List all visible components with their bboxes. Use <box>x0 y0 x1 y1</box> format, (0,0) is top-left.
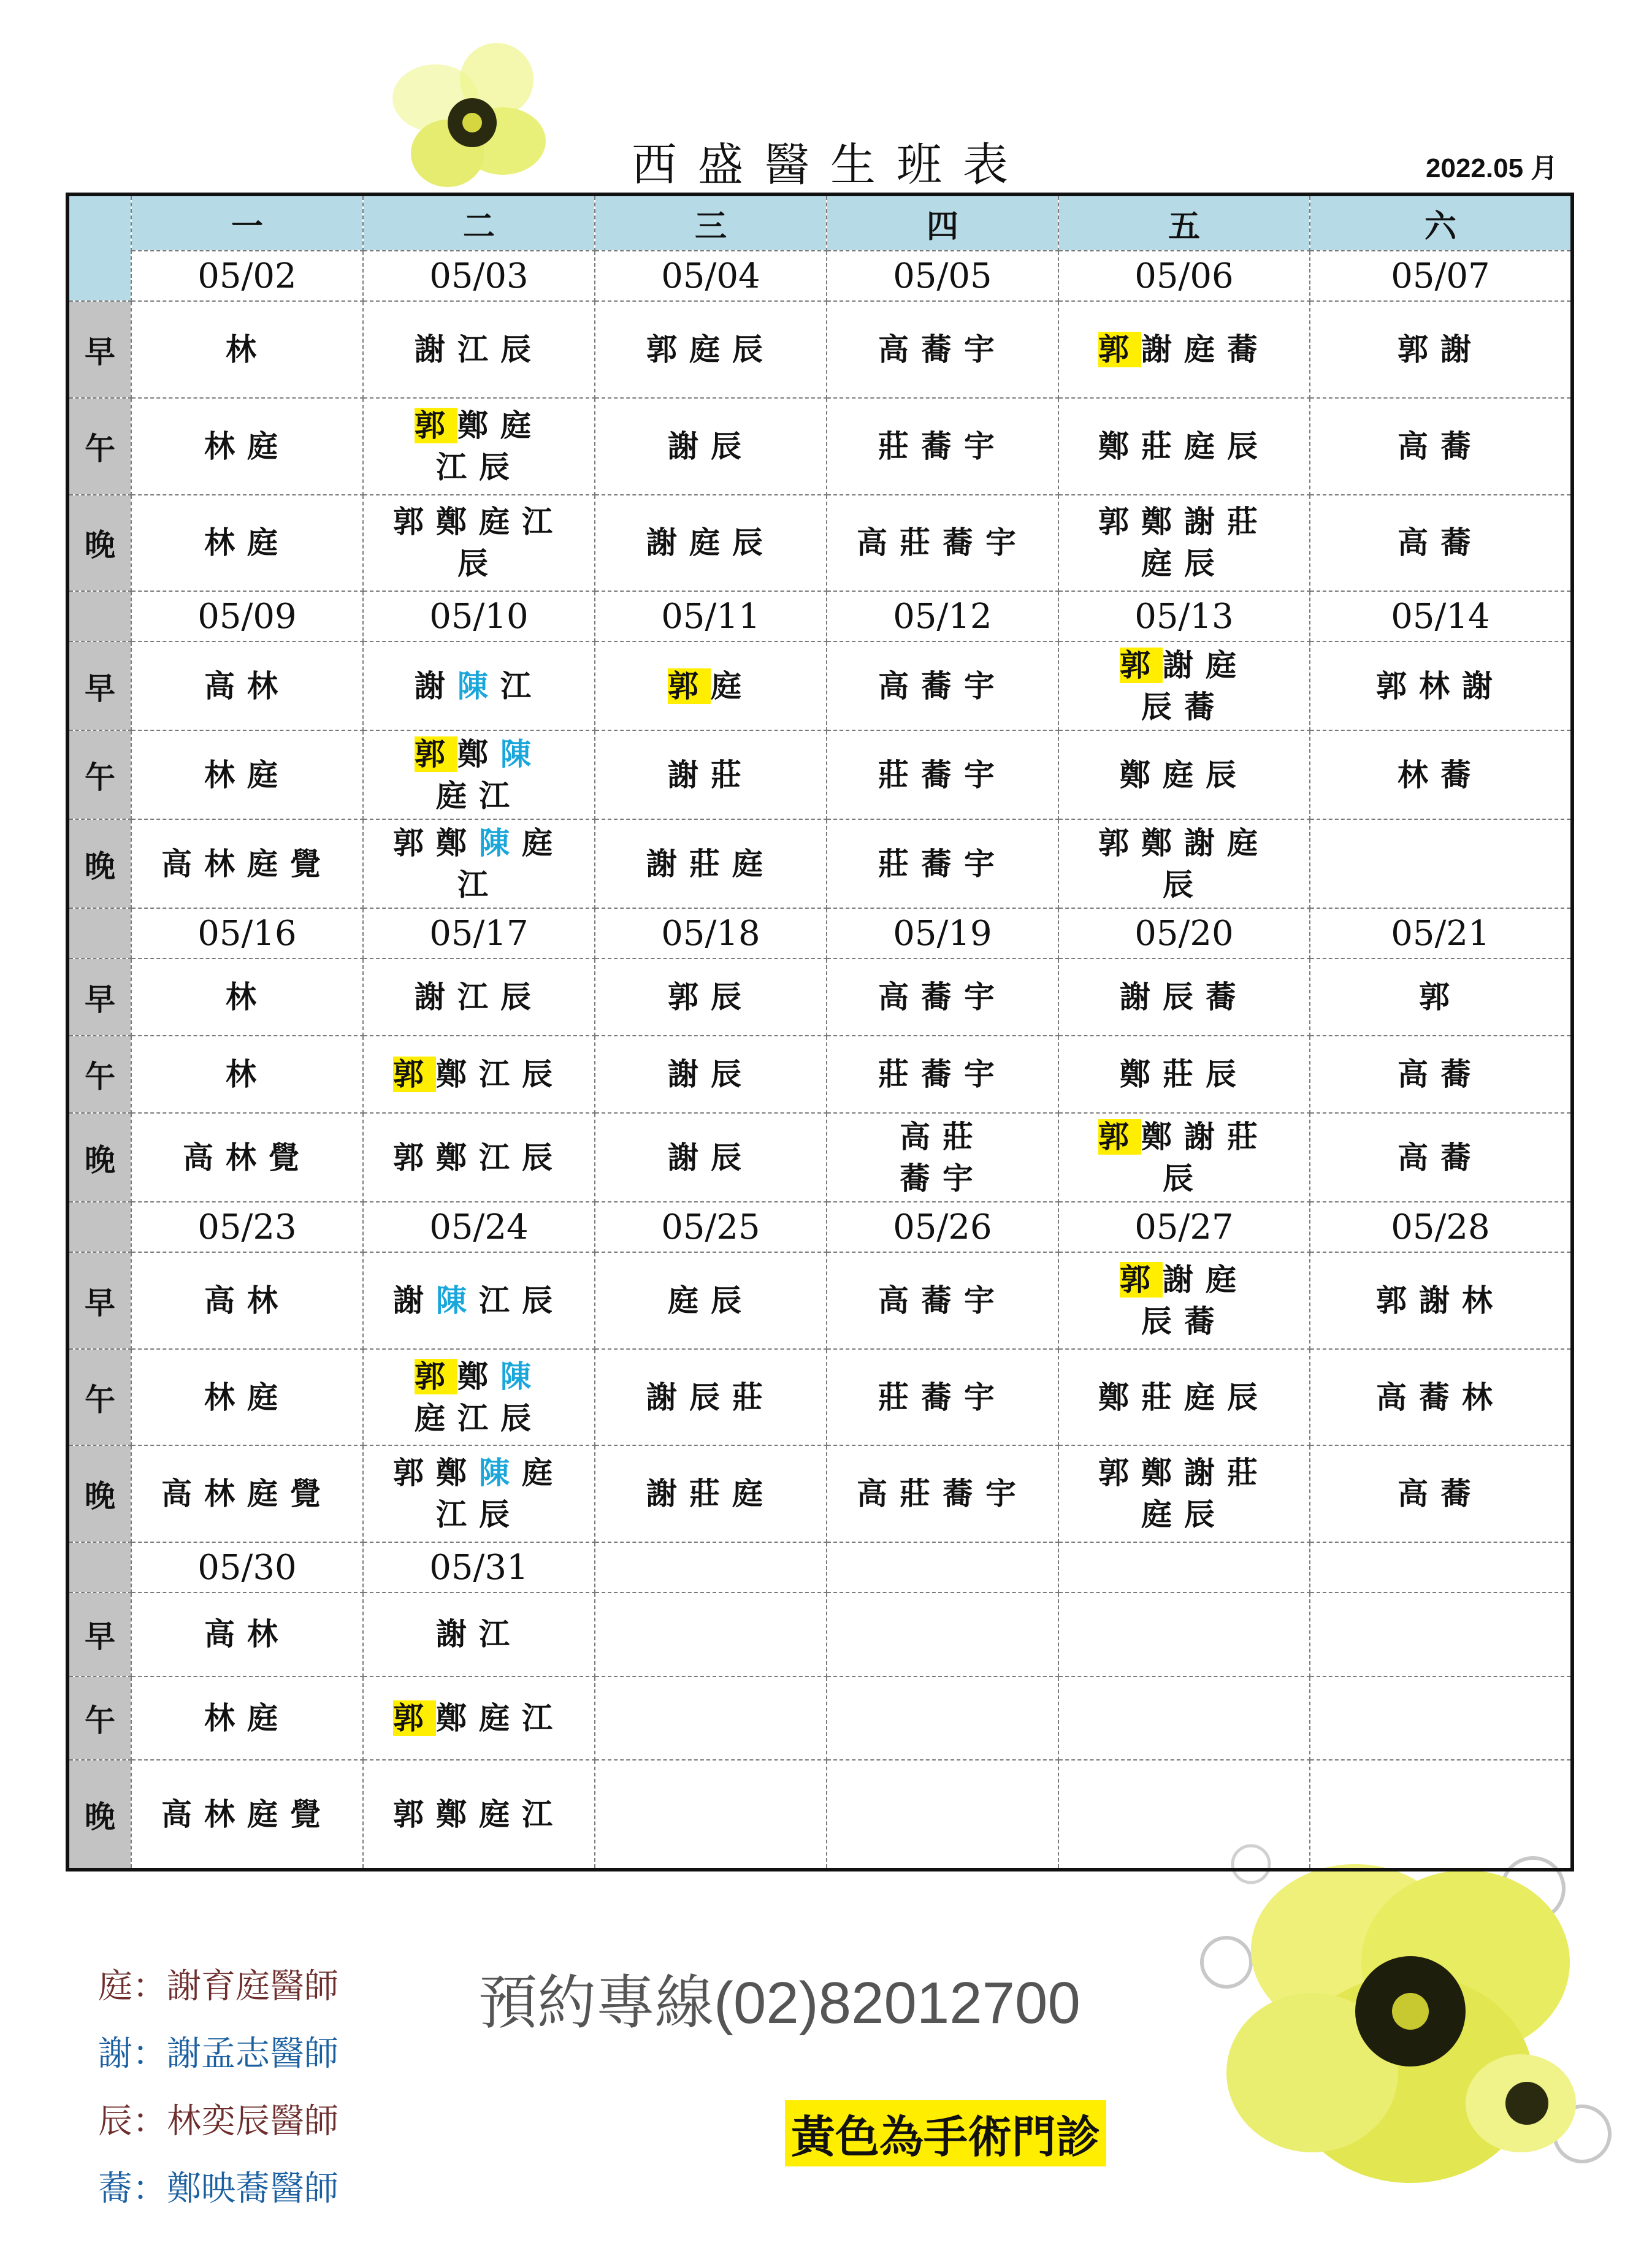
doctor-code: 謝辰 <box>668 1057 754 1093</box>
doctor-slot <box>131 1760 363 1870</box>
period-label: 早 <box>67 301 131 398</box>
doctor-slot <box>1058 1036 1310 1113</box>
doctor-code: 高林庭覺 <box>161 1796 333 1832</box>
doctor-code: 郭鄭謝莊 <box>1098 504 1270 540</box>
doctor-code: 林蕎 <box>1398 757 1483 793</box>
legend-key: 蕎 <box>98 2169 132 2209</box>
period-row <box>67 1676 1572 1761</box>
doctor-code: 莊蕎宇 <box>878 1379 1007 1415</box>
doctor-code: 高林 <box>204 668 290 704</box>
doctor-slot <box>131 1113 363 1202</box>
doctor-code: 庭江辰 <box>415 1400 543 1436</box>
doctor-slot <box>131 730 363 819</box>
period-row <box>67 1445 1572 1542</box>
doctor-slot <box>595 819 827 908</box>
doctor-slot <box>131 1036 363 1113</box>
date-row-label <box>67 908 131 958</box>
date-cell: 05/09 <box>131 591 363 641</box>
doctor-code: 庭江 <box>436 778 522 814</box>
surgery-doctor: 郭 <box>1098 1118 1141 1155</box>
surgery-note: 黃色為手術門診 <box>785 2100 1106 2166</box>
doctor-slot <box>827 1349 1058 1446</box>
doctor-code: 高莊蕎宇 <box>857 525 1028 561</box>
doctor-code: 鄭謝莊 <box>1141 1118 1270 1155</box>
doctor-code: 莊蕎宇 <box>878 757 1007 793</box>
doctor-slot <box>827 641 1058 730</box>
legend-item <box>98 2162 338 2211</box>
doctor-code: 庭 <box>711 668 754 704</box>
surgery-doctor: 郭 <box>393 1057 436 1093</box>
doctor-code: 郭鄭謝莊 <box>1098 1455 1270 1491</box>
doctor-code: 辰蕎 <box>1141 1304 1227 1340</box>
date-cell: 05/24 <box>363 1202 595 1252</box>
date-cell: 05/11 <box>595 591 827 641</box>
period-label: 午 <box>67 1036 131 1113</box>
period-label: 晚 <box>67 819 131 908</box>
period-row <box>67 1036 1572 1113</box>
schedule-body <box>67 194 1572 1870</box>
doctor-code: 蕎宇 <box>900 1160 985 1196</box>
doctor-slot <box>595 1676 827 1761</box>
doctor-code: 高蕎林 <box>1376 1379 1505 1415</box>
doctor-code: 高蕎宇 <box>878 332 1007 368</box>
surgery-doctor: 郭 <box>668 668 711 704</box>
doctor-slot <box>1310 1676 1572 1761</box>
doctor-slot <box>131 1349 363 1446</box>
doctor-slot <box>827 819 1058 908</box>
date-cell: 05/10 <box>363 591 595 641</box>
doctor-slot <box>595 1113 827 1202</box>
weekday-header: 四 <box>827 194 1058 251</box>
doctor-slot <box>131 1252 363 1349</box>
doctor-slot <box>595 1592 827 1676</box>
doctor-slot <box>1058 1349 1310 1446</box>
doctor-code: 郭鄭庭江 <box>393 504 565 540</box>
doctor-code: 謝江辰 <box>415 332 543 368</box>
date-row-label <box>67 1202 131 1252</box>
doctor-code: 庭辰 <box>1141 546 1227 582</box>
doctor-slot <box>595 730 827 819</box>
doctor-slot <box>131 641 363 730</box>
doctor-code: 高蕎 <box>1398 1057 1483 1093</box>
doctor-code: 鄭庭辰 <box>1120 757 1249 793</box>
doctor-code: 高蕎宇 <box>878 979 1007 1015</box>
period-row <box>67 398 1572 495</box>
doctor-slot <box>363 1760 595 1870</box>
doctor-slot <box>1058 958 1310 1036</box>
weekday-header: 一 <box>131 194 363 251</box>
doctor-slot <box>363 641 595 730</box>
doctor-slot <box>1310 1252 1572 1349</box>
doctor-code: 謝庭辰 <box>646 525 775 561</box>
period-label: 晚 <box>67 495 131 592</box>
date-cell: 05/07 <box>1310 251 1572 301</box>
period-label: 午 <box>67 1349 131 1446</box>
doctor-code: 江 <box>500 668 543 704</box>
weekday-header: 五 <box>1058 194 1310 251</box>
doctor-slot <box>827 1113 1058 1202</box>
doctor-code: 謝江辰 <box>415 979 543 1015</box>
doctor-code: 郭謝林 <box>1376 1283 1505 1319</box>
period-row <box>67 495 1572 592</box>
period-label: 午 <box>67 730 131 819</box>
page-title: 西盛醫生班表 <box>632 139 1029 191</box>
doctor-code: 高蕎 <box>1398 1139 1483 1176</box>
doctor-code: 高林庭覺 <box>161 846 333 882</box>
doctor-slot <box>1310 730 1572 819</box>
doctor-slot <box>131 301 363 398</box>
legend-item <box>98 2027 338 2076</box>
period-row <box>67 1252 1572 1349</box>
date-cell <box>1058 1542 1310 1592</box>
doctor-code: 謝江 <box>436 1616 522 1653</box>
doctor-slot <box>827 301 1058 398</box>
doctor-slot <box>1310 398 1572 495</box>
date-cell: 05/14 <box>1310 591 1572 641</box>
legend-item <box>98 2094 338 2143</box>
doctor-slot <box>363 1252 595 1349</box>
doctor-code: 郭 <box>1419 979 1462 1015</box>
date-cell: 05/12 <box>827 591 1058 641</box>
doctor-code: 鄭庭 <box>457 407 543 443</box>
doctor-code: 謝莊庭 <box>646 1476 775 1512</box>
period-label: 早 <box>67 1252 131 1349</box>
weekday-header: 二 <box>363 194 595 251</box>
doctor-slot <box>595 301 827 398</box>
doctor-code: 高蕎 <box>1398 1476 1483 1512</box>
doctor-slot <box>827 1592 1058 1676</box>
doctor-code: 陳 <box>479 1455 522 1491</box>
date-cell: 05/03 <box>363 251 595 301</box>
surgery-doctor: 郭 <box>1098 332 1141 368</box>
period-label: 晚 <box>67 1113 131 1202</box>
doctor-code: 江辰 <box>436 1497 522 1533</box>
doctor-code: 鄭莊辰 <box>1120 1057 1249 1093</box>
doctor-slot <box>363 398 595 495</box>
doctor-slot <box>595 1445 827 1542</box>
legend-key: 庭 <box>98 1967 132 2006</box>
doctor-code: 高林覺 <box>183 1139 312 1176</box>
doctor-slot <box>827 1760 1058 1870</box>
doctor-code: 林庭 <box>204 1700 290 1736</box>
doctor-code: 高莊 <box>900 1118 985 1155</box>
doctor-slot <box>1058 1113 1310 1202</box>
doctor-code: 郭鄭謝庭 <box>1098 825 1270 861</box>
doctor-code: 郭鄭庭江 <box>393 1796 565 1832</box>
doctor-code: 高林 <box>204 1616 290 1653</box>
date-cell <box>1310 1542 1572 1592</box>
doctor-code: 郭鄭 <box>393 1455 479 1491</box>
doctor-code: 江 <box>457 866 500 903</box>
doctor-slot <box>1058 1252 1310 1349</box>
date-row <box>67 591 1572 641</box>
date-cell: 05/26 <box>827 1202 1058 1252</box>
doctor-slot <box>1058 1676 1310 1761</box>
period-label: 晚 <box>67 1445 131 1542</box>
period-label: 早 <box>67 1592 131 1676</box>
doctor-code: 高林 <box>204 1283 290 1319</box>
doctor-code: 林庭 <box>204 428 290 464</box>
doctor-code: 陳 <box>500 736 543 772</box>
doctor-code: 謝 <box>415 668 457 704</box>
date-row-label <box>67 1542 131 1592</box>
date-cell: 05/02 <box>131 251 363 301</box>
period-row <box>67 641 1572 730</box>
doctor-slot <box>363 1113 595 1202</box>
doctor-slot <box>363 1036 595 1113</box>
doctor-code: 鄭莊庭辰 <box>1098 1379 1270 1415</box>
legend-text: ：鄭映蕎醫師 <box>132 2169 338 2209</box>
doctor-code: 郭鄭江辰 <box>393 1139 565 1176</box>
doctor-slot <box>1058 1592 1310 1676</box>
doctor-code: 林 <box>226 332 269 368</box>
date-cell: 05/21 <box>1310 908 1572 958</box>
doctor-slot <box>1058 495 1310 592</box>
weekday-header: 六 <box>1310 194 1572 251</box>
doctor-code: 陳 <box>500 1358 543 1394</box>
doctor-code: 郭林謝 <box>1376 668 1505 704</box>
doctor-code: 郭辰 <box>668 979 754 1015</box>
date-cell: 05/19 <box>827 908 1058 958</box>
doctor-slot <box>1058 301 1310 398</box>
surgery-doctor: 郭 <box>415 407 457 443</box>
legend-text: ：林奕辰醫師 <box>132 2101 338 2141</box>
date-cell: 05/27 <box>1058 1202 1310 1252</box>
date-row <box>67 908 1572 958</box>
doctor-code: 庭辰 <box>668 1283 754 1319</box>
doctor-slot <box>1310 1349 1572 1446</box>
surgery-doctor: 郭 <box>415 1358 457 1394</box>
legend-text: ：謝孟志醫師 <box>132 2034 338 2074</box>
doctor-code: 高蕎宇 <box>878 668 1007 704</box>
doctor-slot <box>827 495 1058 592</box>
doctor-code: 謝莊庭 <box>646 846 775 882</box>
doctor-code: 辰 <box>457 546 500 582</box>
doctor-slot <box>1310 1592 1572 1676</box>
period-row <box>67 730 1572 819</box>
doctor-code: 謝庭 <box>1163 1262 1249 1298</box>
period-row <box>67 958 1572 1036</box>
surgery-doctor: 郭 <box>1120 647 1163 683</box>
doctor-code: 辰蕎 <box>1141 689 1227 725</box>
doctor-slot <box>131 398 363 495</box>
doctor-code: 鄭莊庭辰 <box>1098 428 1270 464</box>
date-cell: 05/31 <box>363 1542 595 1592</box>
doctor-slot <box>363 1445 595 1542</box>
doctor-slot <box>131 495 363 592</box>
date-cell: 05/18 <box>595 908 827 958</box>
doctor-slot <box>363 1349 595 1446</box>
doctor-code: 謝辰 <box>668 428 754 464</box>
legend-key: 辰 <box>98 2101 132 2141</box>
period-label: 早 <box>67 641 131 730</box>
doctor-slot <box>1310 819 1572 908</box>
date-cell: 05/30 <box>131 1542 363 1592</box>
legend-text: ：謝育庭醫師 <box>132 1967 338 2006</box>
weekday-header-row <box>67 194 1572 251</box>
doctor-code: 鄭江辰 <box>436 1057 565 1093</box>
doctor-code: 鄭 <box>457 736 500 772</box>
flower-decoration-bottom <box>1153 1815 1631 2244</box>
doctor-code: 陳 <box>436 1283 479 1319</box>
doctor-slot <box>363 819 595 908</box>
doctor-code: 林 <box>226 979 269 1015</box>
period-row <box>67 819 1572 908</box>
doctor-slot <box>595 958 827 1036</box>
doctor-slot <box>595 1036 827 1113</box>
doctor-code: 庭 <box>522 1455 565 1491</box>
doctor-code: 莊蕎宇 <box>878 428 1007 464</box>
doctor-code: 郭庭辰 <box>646 332 775 368</box>
doctor-slot <box>595 641 827 730</box>
doctor-slot <box>131 1445 363 1542</box>
period-label: 早 <box>67 958 131 1036</box>
doctor-slot <box>363 495 595 592</box>
doctor-slot <box>131 1592 363 1676</box>
doctor-code: 江辰 <box>436 449 522 485</box>
doctor-slot <box>1058 730 1310 819</box>
month-label: 2022.05 月 <box>1426 153 1558 183</box>
doctor-slot <box>827 398 1058 495</box>
date-cell: 05/25 <box>595 1202 827 1252</box>
period-row <box>67 1760 1572 1870</box>
date-cell: 05/06 <box>1058 251 1310 301</box>
date-cell: 05/23 <box>131 1202 363 1252</box>
doctor-code: 莊蕎宇 <box>878 846 1007 882</box>
period-row <box>67 1349 1572 1446</box>
doctor-slot <box>363 301 595 398</box>
doctor-code: 林 <box>226 1057 269 1093</box>
date-cell: 05/16 <box>131 908 363 958</box>
doctor-slot <box>1310 641 1572 730</box>
date-cell: 05/28 <box>1310 1202 1572 1252</box>
doctor-code: 陳 <box>457 668 500 704</box>
doctor-code: 辰 <box>1163 866 1206 903</box>
surgery-doctor: 郭 <box>1120 1262 1163 1298</box>
doctor-slot <box>1310 1113 1572 1202</box>
date-cell: 05/04 <box>595 251 827 301</box>
doctor-code: 鄭 <box>457 1358 500 1394</box>
doctor-slot <box>595 495 827 592</box>
doctor-slot <box>827 958 1058 1036</box>
doctor-slot <box>1310 495 1572 592</box>
surgery-doctor: 郭 <box>415 736 457 772</box>
date-row <box>67 1542 1572 1592</box>
doctor-slot <box>1310 1760 1572 1870</box>
doctor-slot <box>1058 819 1310 908</box>
doctor-code: 謝辰莊 <box>646 1379 775 1415</box>
date-row <box>67 1202 1572 1252</box>
legend-key: 謝 <box>98 2034 132 2074</box>
doctor-code: 謝庭蕎 <box>1141 332 1270 368</box>
header-corner <box>67 194 131 301</box>
doctor-slot <box>363 958 595 1036</box>
flower-decoration-top <box>380 31 564 202</box>
doctor-code: 庭 <box>522 825 565 861</box>
doctor-code: 謝辰 <box>668 1139 754 1176</box>
doctor-slot <box>131 1676 363 1761</box>
doctor-code: 謝庭 <box>1163 647 1249 683</box>
doctor-code: 庭辰 <box>1141 1497 1227 1533</box>
doctor-code: 鄭庭江 <box>436 1700 565 1736</box>
date-row-label <box>67 591 131 641</box>
doctor-code: 辰 <box>1163 1160 1206 1196</box>
legend-item <box>98 1959 338 2008</box>
doctor-slot <box>1058 1445 1310 1542</box>
doctor-code: 高蕎 <box>1398 525 1483 561</box>
doctor-slot <box>595 1349 827 1446</box>
doctor-code: 謝辰蕎 <box>1120 979 1249 1015</box>
surgery-doctor: 郭 <box>393 1700 436 1736</box>
doctor-slot <box>827 1036 1058 1113</box>
weekday-header: 三 <box>595 194 827 251</box>
doctor-slot <box>827 1445 1058 1542</box>
doctor-slot <box>1058 641 1310 730</box>
doctor-code: 高蕎宇 <box>878 1283 1007 1319</box>
period-label: 午 <box>67 1676 131 1761</box>
date-cell: 05/20 <box>1058 908 1310 958</box>
doctor-slot <box>363 1676 595 1761</box>
doctor-code: 陳 <box>479 825 522 861</box>
period-row <box>67 1113 1572 1202</box>
doctor-slot <box>827 1676 1058 1761</box>
doctor-slot <box>1058 398 1310 495</box>
doctor-slot <box>1310 958 1572 1036</box>
doctor-slot <box>595 398 827 495</box>
period-label: 午 <box>67 398 131 495</box>
doctor-slot <box>827 730 1058 819</box>
doctor-code: 郭鄭 <box>393 825 479 861</box>
doctor-code: 江辰 <box>479 1283 565 1319</box>
period-label: 晚 <box>67 1760 131 1870</box>
date-cell: 05/05 <box>827 251 1058 301</box>
doctor-slot <box>1310 1036 1572 1113</box>
date-cell <box>827 1542 1058 1592</box>
doctor-code: 高林庭覺 <box>161 1476 333 1512</box>
date-cell: 05/17 <box>363 908 595 958</box>
doctor-slot <box>595 1252 827 1349</box>
date-row <box>67 251 1572 301</box>
date-cell <box>595 1542 827 1592</box>
doctor-slot <box>595 1760 827 1870</box>
doctor-slot <box>363 1592 595 1676</box>
doctor-slot <box>1310 1445 1572 1542</box>
doctor-code: 林庭 <box>204 525 290 561</box>
doctor-code: 謝莊 <box>668 757 754 793</box>
doctor-slot <box>827 1252 1058 1349</box>
date-cell: 05/13 <box>1058 591 1310 641</box>
period-row <box>67 301 1572 398</box>
doctor-code: 郭謝 <box>1398 332 1483 368</box>
doctor-slot <box>131 958 363 1036</box>
doctor-code: 高蕎 <box>1398 428 1483 464</box>
doctor-code: 林庭 <box>204 1379 290 1415</box>
doctor-slot <box>363 730 595 819</box>
period-row <box>67 1592 1572 1676</box>
doctor-code: 莊蕎宇 <box>878 1057 1007 1093</box>
doctor-code: 高莊蕎宇 <box>857 1476 1028 1512</box>
doctor-code: 謝 <box>393 1283 436 1319</box>
doctor-slot <box>1058 1760 1310 1870</box>
doctor-slot <box>131 819 363 908</box>
phone-line: 預約專線(02)82012700 <box>478 1970 1080 2036</box>
doctor-code: 林庭 <box>204 757 290 793</box>
schedule-table <box>66 193 1574 1871</box>
doctor-slot <box>1310 301 1572 398</box>
